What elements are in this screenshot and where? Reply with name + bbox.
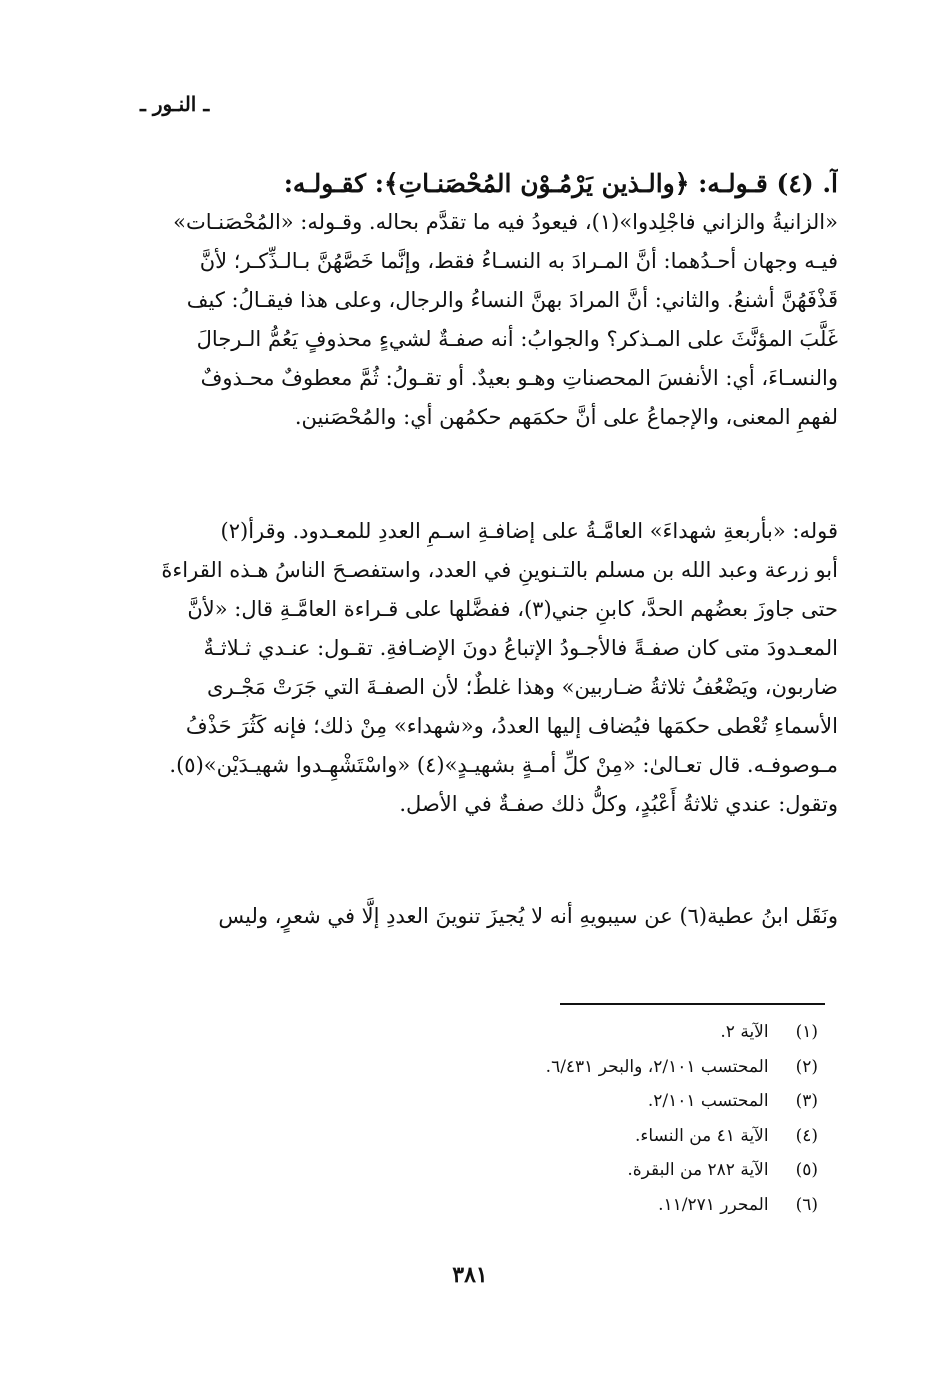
text-line: قوله: «بأربعةِ شهداءَ» العامَّـةُ على إضافـةِ اسـمِ العددِ للمعـدود. وقرأ(٢) [220,519,838,543]
footnote-text: الآية ٤١ من النساء. [635,1125,769,1146]
paragraph-3 [136,897,838,936]
footnote-number: (٤) [795,1125,818,1146]
footnote-number: (٦) [795,1194,818,1215]
paragraph-1 [136,164,838,437]
text-line: «الزانيةُ والزاني فاجْلِدوا»(١)، فيعودُ فيه ما تقدَّم بحاله. وقـوله: «المُحْصَنـات» [173,210,838,234]
text-line: فيـه وجهان أحـدُهما: أنَّ المـرادَ به النسـاءُ فقط، وإنَّما خَصَّهُنَّ بـالـذِّكـر؛ لأنَّ [199,249,838,273]
text-line: حتى جاوزَ بعضُهم الحدَّ، كابنِ جني(٣)، ففضَّلها على قـراءة العامَّـةِ قال: «لأنَّ [187,597,838,621]
text-line: لفهمِ المعنى، والإجماعُ على أنَّ حكمَهم حكمُهن أي: والمُحْصَنين. [294,405,838,429]
text-line: أبو زرعة وعبد الله بن مسلم بالتـنوينِ في العدد، واستفصـحَ الناسُ هـذه القراءةَ [161,558,838,582]
text-line: وتقول: عندي ثلاثةُ أَعْبُدٍ، وكلُّ ذلك صفـةٌ في الأصل. [399,792,838,816]
footnote-item [318,1153,818,1188]
text-line: قَذْفَهُنَّ أشنعُ. والثاني: أنَّ المرادَ بهنَّ النساءُ والرجال، وعلى هذا فيقـالُ: كيف [186,288,838,312]
footnote-text: الآية ٢. [720,1022,769,1042]
footnote-item [318,1084,818,1119]
page-number: ٣٨١ [452,1262,488,1288]
footnote-item [318,1050,818,1085]
text-line: المعـدودَ متى كان صفـةً فالأجـودُ الإتباعُ دونَ الإضـافةِ. تقـول: عنـدي ثـلاثـةٌ [203,636,838,660]
running-header: ـ النـور ـ [140,92,210,116]
footnote-number: (١) [795,1022,818,1042]
text-line: غَلَّبَ المؤنَّثَ على المـذكر؟ والجوابُ: أنه صفـةٌ لشيءٍ محذوفٍ يَعُمُّ الـرجالَ [196,327,838,351]
footnote-text: المحتسب ٢/١٠١. [647,1091,769,1111]
text-line: آ. (٤) قـولـه: ﴿والـذين يَرْمُـوْن المُحْصَنـاتِ﴾: كقـولـه: [283,169,838,198]
footnote-text: المحتسب ٢/١٠١، والبحر ٦/٤٣١. [545,1056,769,1077]
text-line: الأسماءِ تُعْطى حكمَها فيُضاف إليها العددُ، و«شهداء» مِنْ ذلك؛ فإنه كَثُرَ حَذْفُ [185,714,838,738]
text-line: ضاربون، ويَضْعُفُ ثلاثةُ ضـاربين» وهذا غلطٌ؛ لأن الصفـةَ التي جَرَتْ مَجْـرى [207,675,838,699]
footnote-text: المحرر ١١/٢٧١. [658,1194,769,1215]
text-line: ونَقَل ابنُ عطية(٦) عن سيبويهِ أنه لا يُجيزَ تنوينَ العددِ إلَّا في شعرٍ، وليس [218,904,838,928]
footnotes [318,1015,818,1222]
footnote-number: (٣) [795,1091,818,1111]
text-line: مـوصوفـه. قال تعـالىٰ: «مِنْ كلِّ أمـةٍ بشهيـدٍ»(٤) «واسْتَشْهِـدوا شهيـدَيْن»(٥). [169,753,838,777]
text-line: والنسـاءَ، أي: الأنفسَ المحصناتِ وهـو بعيدٌ. أو تقـولُ: ثُمَّ معطوفٌ محـذوفٌ [200,366,838,390]
footnote-number: (٢) [795,1056,818,1077]
paragraph-2 [136,512,838,824]
footnote-number: (٥) [795,1160,818,1180]
footnote-item [318,1015,818,1050]
footnote-separator [560,1003,825,1005]
footnote-item [318,1119,818,1154]
footnote-item [318,1188,818,1223]
footnote-text: الآية ٢٨٢ من البقرة. [627,1160,769,1180]
